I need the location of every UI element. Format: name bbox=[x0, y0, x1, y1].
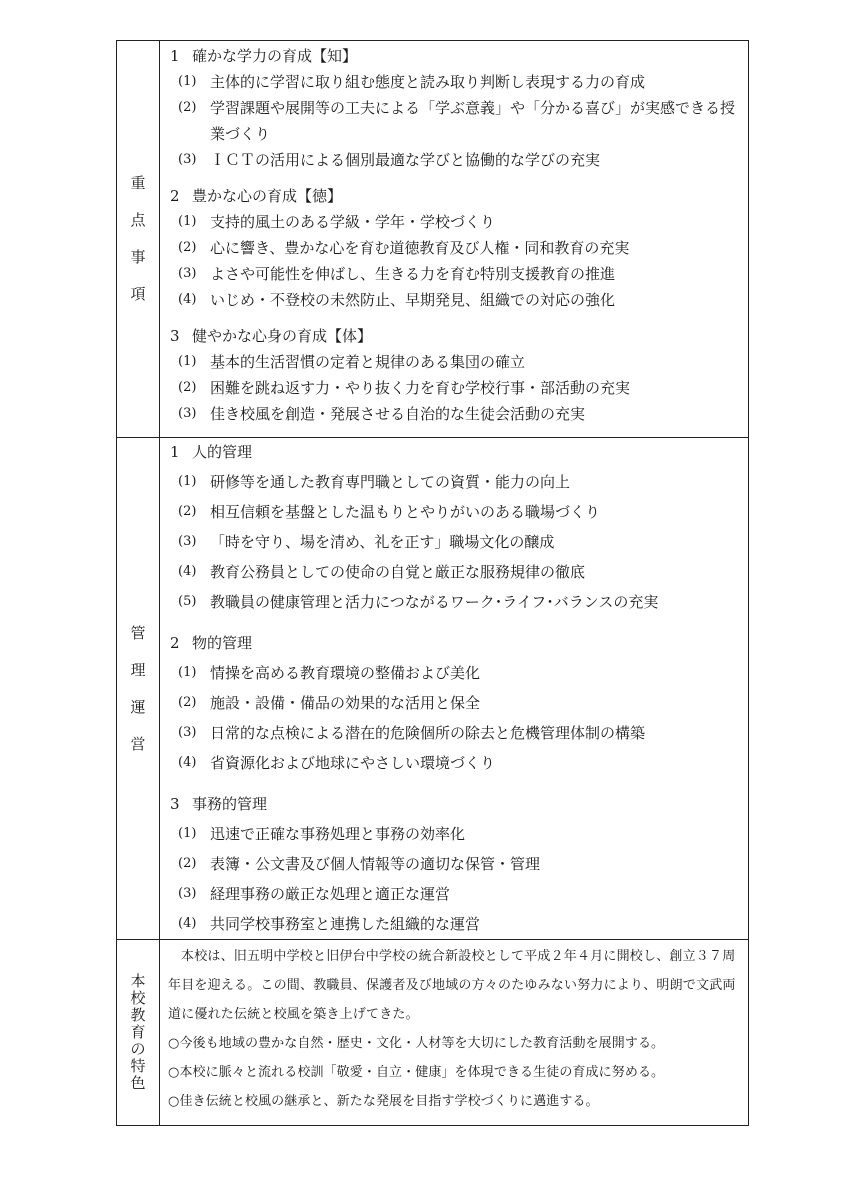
document-table bbox=[116, 40, 749, 1126]
item-number: (5) bbox=[178, 594, 197, 609]
group-number: 3 bbox=[170, 795, 180, 813]
list-item bbox=[170, 69, 745, 95]
group-heading bbox=[170, 790, 742, 819]
item-text: 省資源化および地球にやさしい環境づくり bbox=[210, 754, 496, 772]
list-item bbox=[170, 235, 745, 261]
item-text: よさや可能性を伸ばし、生きる力を育む特別支援教育の推進 bbox=[210, 265, 616, 283]
item-number: (2) bbox=[178, 100, 197, 115]
item-number: (3) bbox=[178, 152, 197, 167]
list-item bbox=[170, 909, 742, 939]
label-char: 教 bbox=[130, 1006, 146, 1024]
group-title: 事務的管理 bbox=[192, 795, 268, 813]
item-number: (2) bbox=[178, 504, 197, 519]
item-text: ＩＣＴの活用による個別最適な学びと協働的な学びの充実 bbox=[210, 151, 601, 169]
label-char: 特 bbox=[130, 1057, 146, 1075]
list-item bbox=[170, 587, 742, 617]
item-number: (4) bbox=[178, 292, 197, 307]
section-school-features bbox=[117, 940, 748, 1125]
item-text: 心に響き、豊かな心を育む道徳教育及び人権・同和教育の充実 bbox=[210, 239, 630, 257]
label-char: 本 bbox=[130, 972, 146, 990]
features-bullet: ○本校に脈々と流れる校訓「敬愛・自立・健康」を体現できる生徒の育成に努める。 bbox=[168, 1065, 665, 1080]
group-heading bbox=[170, 438, 742, 467]
item-text: 日常的な点検による潜在的危険個所の除去と危機管理体制の構築 bbox=[210, 724, 646, 742]
item-number: (2) bbox=[178, 380, 197, 395]
list-item bbox=[170, 209, 745, 235]
label-char: 理 bbox=[130, 660, 146, 679]
features-bullet: ○佳き伝統と校風の継承と、新たな発展を目指す学校づくりに邁進する。 bbox=[168, 1094, 599, 1109]
group-title: 豊かな心の育成【徳】 bbox=[192, 187, 343, 205]
list-item bbox=[170, 497, 742, 527]
label-char: 項 bbox=[130, 285, 146, 303]
group-heading bbox=[170, 629, 742, 658]
group-heading bbox=[170, 43, 745, 69]
item-number: (1) bbox=[178, 665, 197, 680]
item-text: 表簿・公文書及び個人情報等の適切な保管・管理 bbox=[210, 855, 541, 873]
item-text: 相互信頼を基盤とした温もりとやりがいのある職場づくり bbox=[210, 503, 601, 521]
section-label bbox=[117, 940, 160, 1125]
group-title: 確かな学力の育成【知】 bbox=[192, 47, 358, 65]
item-number: (3) bbox=[178, 266, 197, 281]
group-number: 1 bbox=[170, 47, 180, 65]
section-content bbox=[160, 41, 751, 437]
item-number: (1) bbox=[178, 214, 197, 229]
group-title: 健やかな心身の育成【体】 bbox=[192, 327, 373, 345]
item-text: いじめ・不登校の未然防止、早期発見、組織での対応の強化 bbox=[210, 291, 616, 309]
list-item bbox=[170, 375, 745, 401]
item-text: 「時を守り、場を清め、礼を正す」職場文化の醸成 bbox=[210, 533, 555, 551]
section-label bbox=[117, 438, 160, 939]
item-text: 情操を高める教育環境の整備および美化 bbox=[210, 664, 481, 682]
item-number: (4) bbox=[178, 755, 197, 770]
item-number: (4) bbox=[178, 564, 197, 579]
item-text: 学習課題や展開等の工夫による「学ぶ意義」や「分かる喜び」が実感できる授業づくり bbox=[210, 99, 736, 143]
item-text: 経理事務の厳正な処理と適正な運営 bbox=[210, 885, 451, 903]
label-char: の bbox=[130, 1040, 146, 1058]
list-item bbox=[170, 349, 745, 375]
group-number: 2 bbox=[170, 187, 180, 205]
item-number: (3) bbox=[178, 725, 197, 740]
item-text: 主体的に学習に取り組む態度と読み取り判断し表現する力の育成 bbox=[210, 73, 646, 91]
label-char: 色 bbox=[130, 1074, 146, 1092]
list-item bbox=[170, 849, 742, 879]
group-heading bbox=[170, 183, 745, 209]
list-item bbox=[170, 527, 742, 557]
item-text: 教育公務員としての使命の自覚と厳正な服務規律の徹底 bbox=[210, 563, 586, 581]
item-number: (2) bbox=[178, 240, 197, 255]
item-number: (1) bbox=[178, 474, 197, 489]
item-number: (1) bbox=[178, 74, 197, 89]
list-item bbox=[170, 261, 745, 287]
group-number: 3 bbox=[170, 327, 180, 345]
item-number: (2) bbox=[178, 856, 197, 871]
label-char: 育 bbox=[130, 1023, 146, 1041]
item-text: 共同学校事務室と連携した組織的な運営 bbox=[210, 915, 481, 933]
list-item bbox=[170, 147, 745, 173]
item-number: (1) bbox=[178, 354, 197, 369]
item-number: (4) bbox=[178, 916, 197, 931]
list-item bbox=[170, 401, 745, 427]
list-item bbox=[170, 879, 742, 909]
section-content bbox=[160, 940, 748, 1125]
item-text: 施設・設備・備品の効果的な活用と保全 bbox=[210, 694, 481, 712]
group-title: 人的管理 bbox=[192, 443, 253, 461]
list-item bbox=[170, 819, 742, 849]
item-text: 佳き校風を創造・発展させる自治的な生徒会活動の充実 bbox=[210, 405, 586, 423]
list-item bbox=[170, 658, 742, 688]
group-number: 1 bbox=[170, 443, 180, 461]
item-number: (1) bbox=[178, 826, 197, 841]
label-char: 営 bbox=[130, 734, 146, 753]
item-number: (2) bbox=[178, 695, 197, 710]
item-text: 支持的風土のある学級・学年・学校づくり bbox=[210, 213, 496, 231]
label-char: 点 bbox=[130, 211, 146, 229]
list-item bbox=[170, 718, 742, 748]
group-heading bbox=[170, 323, 745, 349]
group-title: 物的管理 bbox=[192, 634, 253, 652]
item-text: 研修等を通した教育専門職としての資質・能力の向上 bbox=[210, 473, 571, 491]
list-item bbox=[170, 557, 742, 587]
item-text: 困難を跳ね返す力・やり抜く力を育む学校行事・部活動の充実 bbox=[210, 379, 631, 397]
list-item bbox=[170, 688, 742, 718]
label-char: 重 bbox=[130, 174, 146, 192]
section-label bbox=[117, 41, 160, 437]
group-number: 2 bbox=[170, 634, 180, 652]
label-char: 管 bbox=[130, 623, 146, 642]
item-text: 基本的生活習慣の定着と規律のある集団の確立 bbox=[210, 353, 526, 371]
item-number: (3) bbox=[178, 534, 197, 549]
features-paragraph: 本校は、旧五明中学校と旧伊台中学校の統合新設校として平成２年４月に開校し、創立３７周年目を迎える。この間、教職員、保護者及び地域の方々のたゆみない努力により、明朗で文武両道に優れた伝統と校風を築き上げてきた。 bbox=[168, 949, 736, 1022]
label-char: 校 bbox=[130, 989, 146, 1007]
section-management bbox=[117, 438, 748, 940]
label-char: 運 bbox=[130, 697, 146, 716]
list-item bbox=[170, 467, 742, 497]
section-priority-items bbox=[117, 41, 748, 438]
list-item bbox=[170, 287, 745, 313]
list-item bbox=[170, 95, 745, 147]
item-number: (3) bbox=[178, 886, 197, 901]
label-char: 事 bbox=[130, 248, 146, 266]
list-item bbox=[170, 748, 742, 778]
item-text: 教職員の健康管理と活力につながるワーク･ライフ･バランスの充実 bbox=[210, 593, 659, 611]
features-bullet: ○今後も地域の豊かな自然・歴史・文化・人材等を大切にした教育活動を展開する。 bbox=[168, 1036, 665, 1051]
section-content bbox=[160, 438, 748, 939]
item-number: (3) bbox=[178, 406, 197, 421]
item-text: 迅速で正確な事務処理と事務の効率化 bbox=[210, 825, 466, 843]
